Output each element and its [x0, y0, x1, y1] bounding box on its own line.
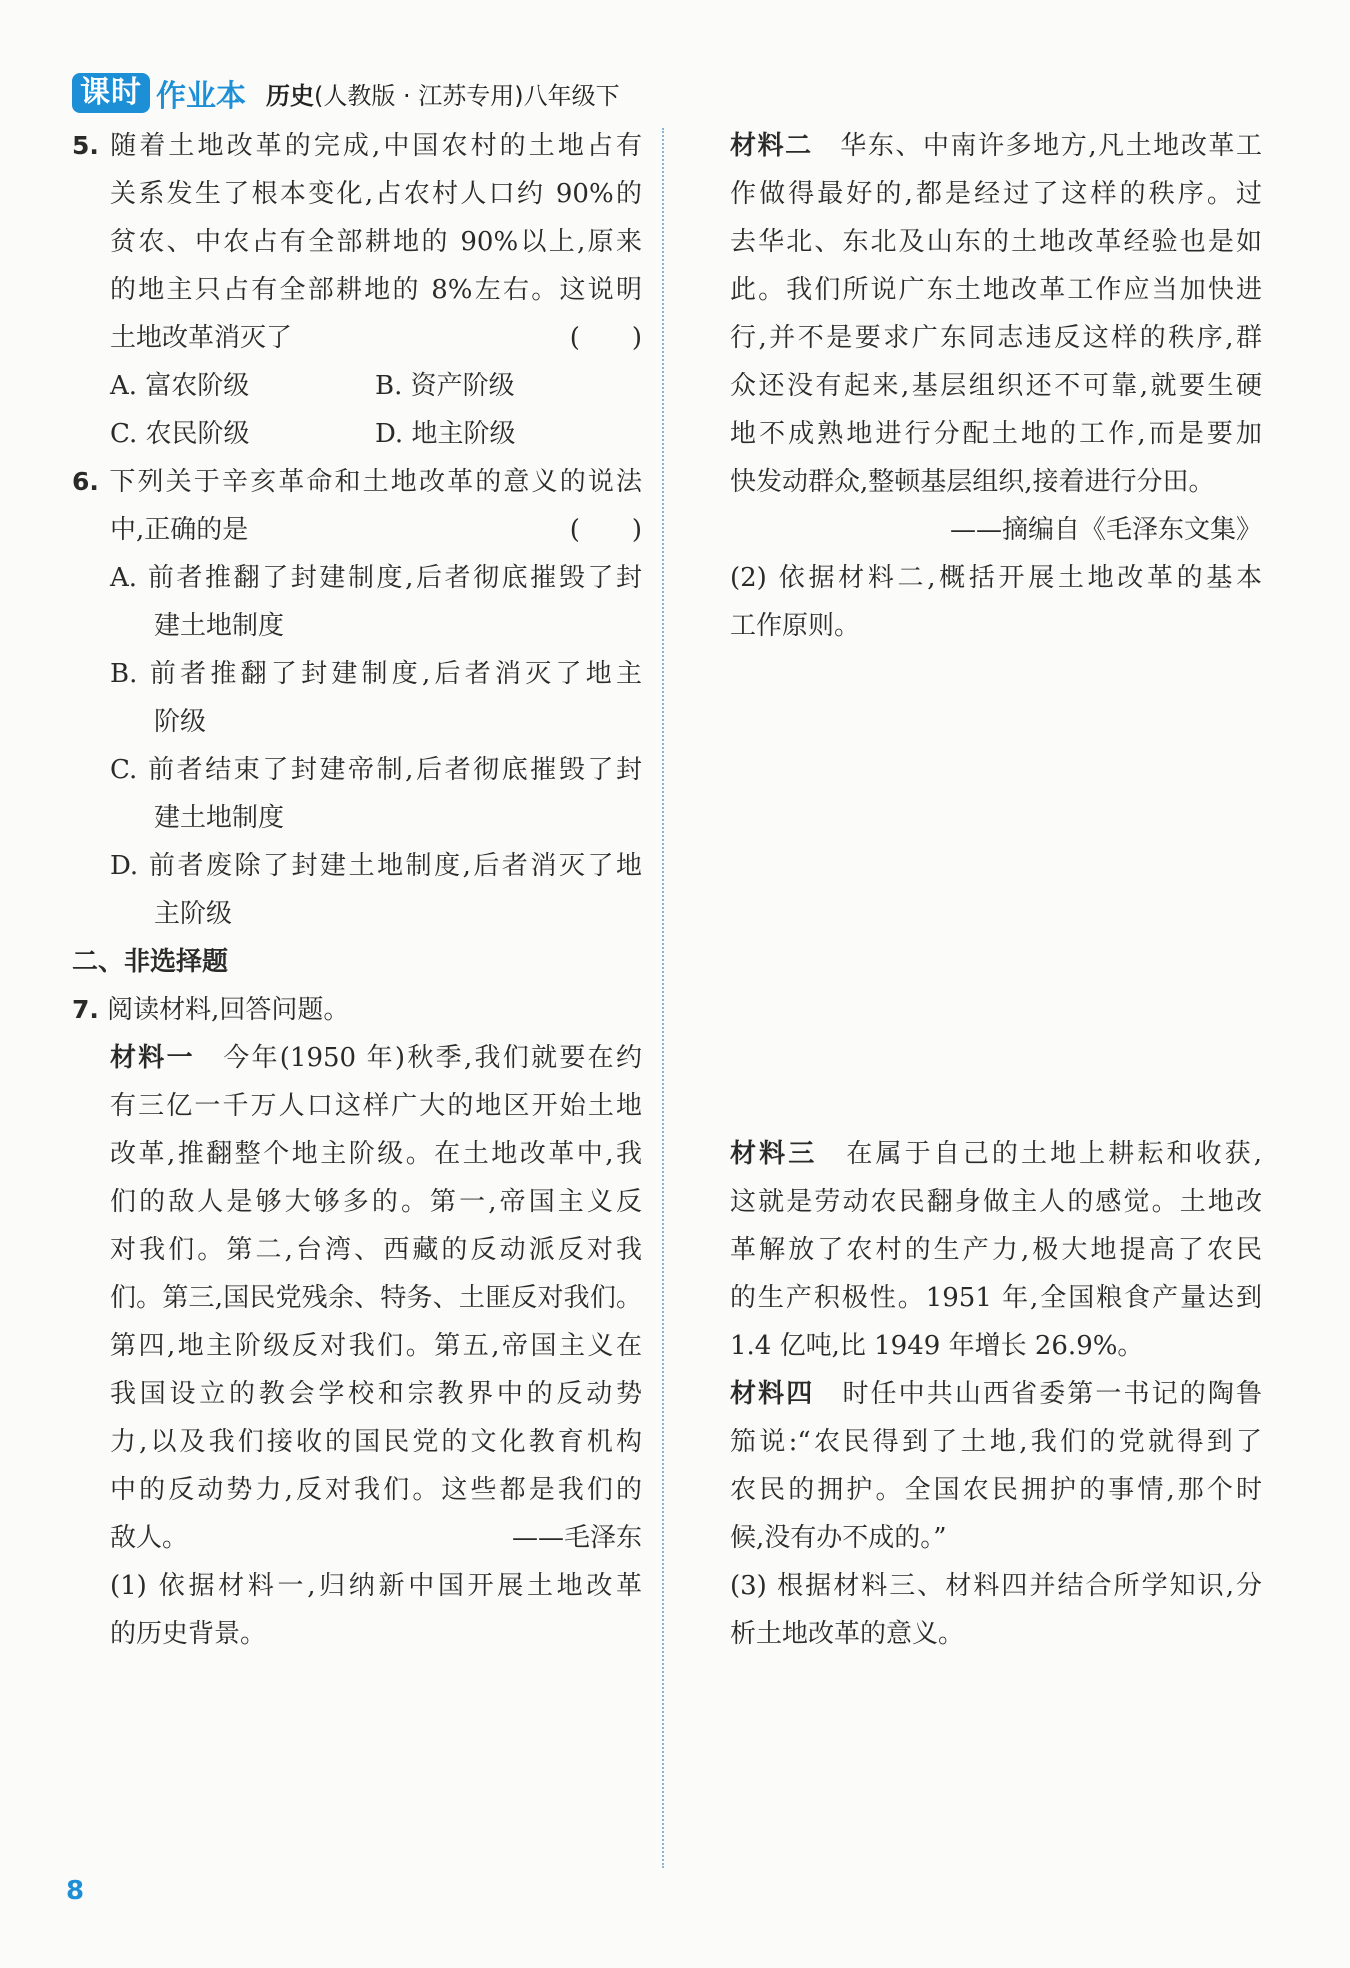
sub-question-2: (2) 依据材料二,概括开展土地改革的基本 工作原则。 [730, 563, 1262, 641]
option-c[interactable]: C. 前者结束了封建帝制,后者彻底摧毁了封 [110, 755, 642, 785]
section-title: 二、非选择题 [72, 947, 229, 977]
material-label: 材料一 [110, 1043, 195, 1073]
question-number: 5. [72, 131, 99, 160]
question-7: 7. 阅读材料,回答问题。 材料一 今年(1950 年)秋季,我们就要在约 有三亿一千万人口这样广大的地区开始土地 改革,推翻整个地主阶级。在土地改革中,我 们的敌人是够大够多的。第一,帝国主义反 对我们。第二,台湾、西藏的反动派反对我 们。第三,国民党残余、特务、土匪反对我们。 第四,地主阶级反对我们。第五,帝国主义在 我国设立的教会学校和宗教界中的反动势 力,以及我们接收的国民党的文化教育机构 中的反动势力,反对我们。这些都是我们的 敌人。 ——毛泽东 (1) 依据材料一,归纳新中国开展土地改革 的历史背景。 [72, 986, 642, 1658]
material-source: ——摘编自《毛泽东文集》 [949, 515, 1262, 545]
brand-logo: 课时 [72, 73, 150, 113]
option-d[interactable]: D. 地主阶级 [375, 419, 516, 449]
material-3: 材料三 在属于自己的土地上耕耘和收获, 这就是劳动农民翻身做主人的感觉。土地改 革解放了农村的生产力,极大地提高了农民 的生产积极性。1951 年,全国粮食产量达到 1.4 亿吨,比 1949 年增长 26.9%。 [730, 1139, 1262, 1361]
material-source: ——毛泽东 [511, 1523, 642, 1553]
option-b[interactable]: B. 资产阶级 [375, 371, 515, 401]
answer-blank[interactable]: ( ) [569, 323, 642, 353]
edition-label: (人教版 · 江苏专用)八年级下 [314, 81, 620, 110]
option-b[interactable]: B. 前者推翻了封建制度,后者消灭了地主 [110, 659, 642, 689]
page-number: 8 [66, 1876, 85, 1906]
material-label: 材料二 [730, 131, 813, 161]
question-number: 7. [72, 995, 99, 1024]
option-c[interactable]: C. 农民阶级 [110, 419, 250, 449]
material-label: 材料四 [730, 1379, 815, 1409]
material-1: 材料一 今年(1950 年)秋季,我们就要在约 有三亿一千万人口这样广大的地区开始土地 改革,推翻整个地主阶级。在土地改革中,我 们的敌人是够大够多的。第一,帝国主义反 对我们。第二,台湾、西藏的反动派反对我 们。第三,国民党残余、特务、土匪反对我们。 第四,地主阶级反对我们。第五,帝国主义在 我国设立的教会学校和宗教界中的反动势 力,以及我们接收的国民党的文化教育机构 中的反动势力,反对我们。这些都是我们的 敌人。 ——毛泽东 [72, 1034, 642, 1562]
option-d[interactable]: D. 前者废除了封建土地制度,后者消灭了地 [110, 851, 642, 881]
right-column [730, 122, 1262, 1658]
options-row [72, 410, 642, 458]
option-a[interactable]: A. 前者推翻了封建制度,后者彻底摧毁了封 [110, 563, 642, 593]
question-5: 5. 随着土地改革的完成,中国农村的土地占有 关系发生了根本变化,占农村人口约 90%的 贫农、中农占有全部耕地的 90%以上,原来 的地主只占有全部耕地的 8%左右。这说明 土地改革消灭了 ( ) A. 富农阶级 B. 资产阶级 C. 农民阶级 D. 地主阶级 [72, 122, 642, 458]
subject-label: 历史 [266, 81, 314, 110]
question-number: 6. [72, 467, 99, 496]
sub-question-1: (1) 依据材料一,归纳新中国开展土地改革 的历史背景。 [110, 1571, 642, 1649]
sub-question-3: (3) 根据材料三、材料四并结合所学知识,分 析土地改革的意义。 [730, 1571, 1262, 1649]
brand-name: 作业本 [156, 79, 246, 114]
book-info [266, 76, 620, 111]
material-label: 材料三 [730, 1139, 818, 1169]
page-header [72, 70, 620, 116]
material-2: 材料二 华东、中南许多地方,凡土地改革工 作做得最好的,都是经过了这样的秩序。过 去华北、东北及山东的土地改革经验也是如 此。我们所说广东土地改革工作应当加快进 行,并不是要求广东同志违反这样的秩序,群 众还没有起来,基层组织还不可靠,就要生硬 地不成熟地进行分配土地的工作,而是要加 快发动群众,整顿基层组织,接着进行分田。 ——摘编自《毛泽东文集》 [730, 122, 1262, 554]
answer-space-2[interactable] [730, 650, 1262, 1130]
column-divider [662, 128, 664, 1868]
left-column [72, 122, 642, 1658]
answer-blank[interactable]: ( ) [569, 515, 642, 545]
options-row [72, 362, 642, 410]
material-4: 材料四 时任中共山西省委第一书记的陶鲁 笳说:“农民得到了土地,我们的党就得到了 农民的拥护。全国农民拥护的事情,那个时 候,没有办不成的。” [730, 1379, 1262, 1553]
question-6: 6. 下列关于辛亥革命和土地改革的意义的说法 中,正确的是 ( ) A. 前者推翻了封建制度,后者彻底摧毁了封 建土地制度 B. 前者推翻了封建制度,后者消灭了地主 阶级 C. 前者结束了封建帝制,后者彻底摧毁了封 建土地制度 D. 前者废除了封建土地制度,后者消灭了地 主阶级 [72, 467, 642, 929]
option-a[interactable]: A. 富农阶级 [110, 371, 250, 401]
